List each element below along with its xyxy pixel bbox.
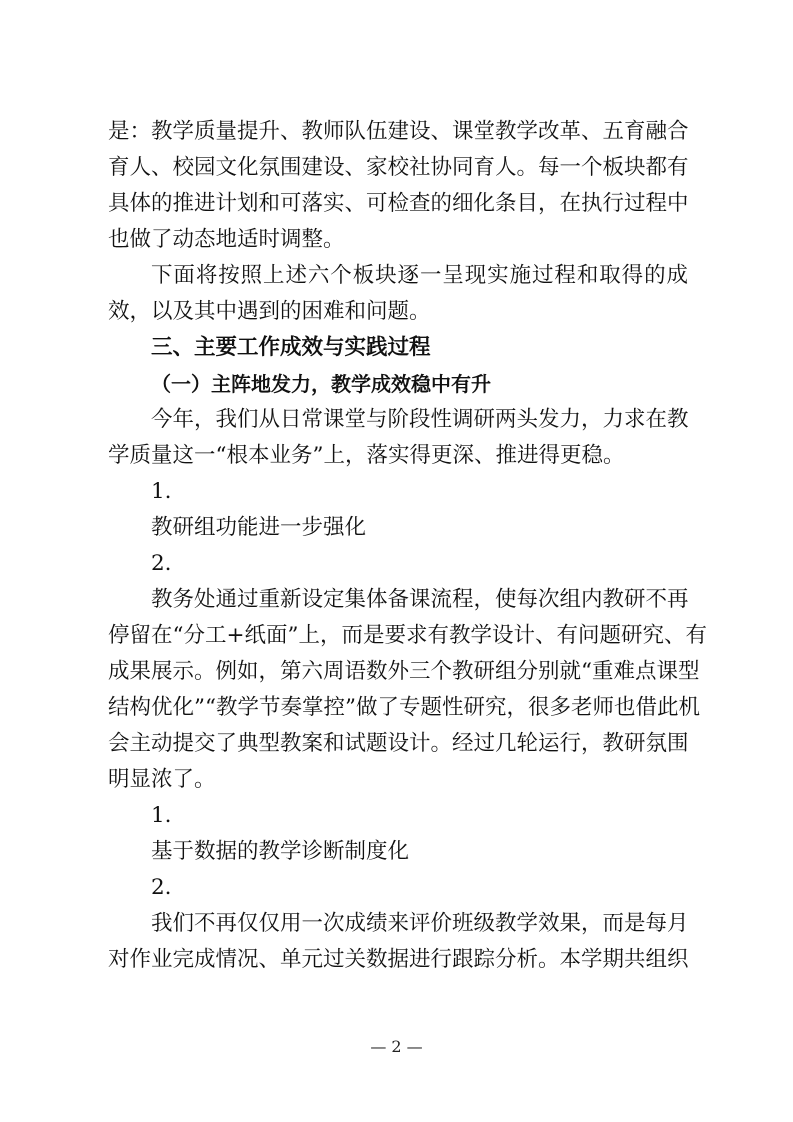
list-number: 1.	[151, 479, 172, 504]
paragraph-line: 对作业完成情况、单元过关数据进行跟踪分析。本学期共组织	[108, 947, 689, 972]
paragraph-line: 下面将按照上述六个板块逐一呈现实施过程和取得的成	[151, 263, 688, 288]
paragraph-line: 学质量这一“根本业务”上，落实得更深、推进得更稳。	[108, 443, 625, 468]
paragraph-line: 教务处通过重新设定集体备课流程，使每次组内教研不再	[151, 587, 689, 612]
paragraph-line: 是：教学质量提升、教师队伍建设、课堂教学改革、五育融合	[108, 119, 689, 144]
paragraph-line: 结构优化”“教学节奏掌控”做了专题性研究，很多老师也借此机	[108, 695, 700, 720]
paragraph-line: 明显浓了。	[108, 767, 216, 792]
page-number: — 2 —	[370, 1037, 423, 1056]
list-item-title: 教研组功能进一步强化	[151, 515, 367, 540]
paragraph-line: 也做了动态地适时调整。	[108, 227, 345, 252]
paragraph-line: 会主动提交了典型教案和试题设计。经过几轮运行，教研氛围	[108, 731, 689, 756]
paragraph-line: 停留在“分工+纸面”上，而是要求有教学设计、有问题研究、有	[108, 623, 708, 648]
list-item-title: 基于数据的教学诊断制度化	[151, 839, 410, 864]
paragraph-line: 育人、校园文化氛围建设、家校社协同育人。每一个板块都有	[108, 155, 689, 180]
subsection-heading: （一）主阵地发力，教学成效稳中有升	[151, 372, 491, 396]
paragraph-line: 成果展示。例如，第六周语数外三个教研组分别就“重难点课型	[108, 659, 700, 684]
list-number: 2.	[151, 551, 172, 576]
document-page	[108, 114, 708, 978]
section-heading: 三、主要工作成效与实践过程	[151, 335, 431, 360]
list-number: 2.	[151, 875, 172, 900]
paragraph-line: 今年，我们从日常课堂与阶段性调研两头发力，力求在教	[151, 407, 689, 432]
paragraph-line: 我们不再仅仅用一次成绩来评价班级教学效果，而是每月	[151, 911, 689, 936]
paragraph-line: 具体的推进计划和可落实、可检查的细化条目，在执行过程中	[108, 191, 689, 216]
paragraph-line: 效，以及其中遇到的困难和问题。	[108, 299, 431, 324]
list-number: 1.	[151, 803, 172, 828]
